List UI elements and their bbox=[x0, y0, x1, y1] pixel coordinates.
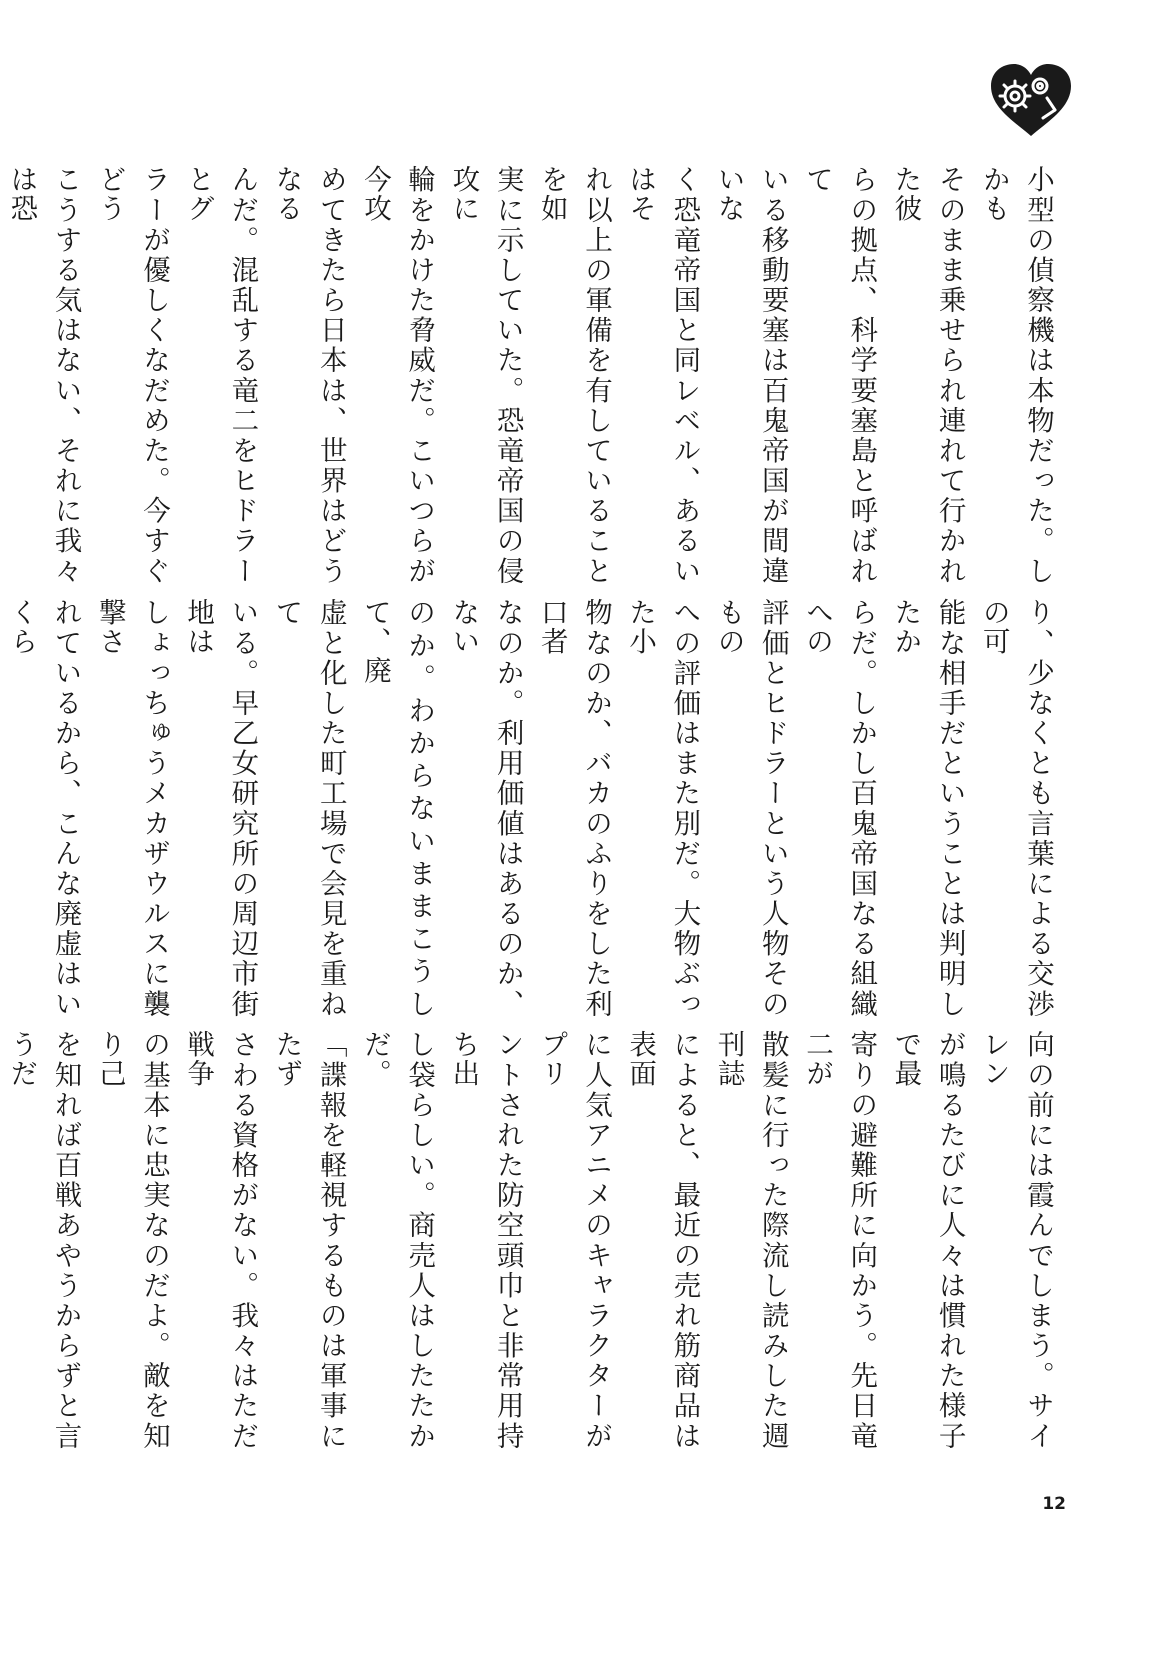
text-line: ントされた防空頭巾と非常用持ち出 bbox=[447, 1030, 524, 1450]
heart-gear-emblem-icon bbox=[985, 60, 1077, 140]
text-line: れているから、こんな廃虚はいくら bbox=[5, 598, 82, 1018]
page-number: 12 bbox=[1042, 1494, 1066, 1514]
text-line: なのか。利用価値はあるのか、ない bbox=[447, 598, 524, 1018]
text-line: 実に示していた。恐竜帝国の侵攻に bbox=[447, 165, 524, 585]
text-line: のか。わからないままこうして、廃 bbox=[358, 598, 436, 1018]
text-line: んだ。混乱する竜二をヒドラーとグ bbox=[182, 165, 259, 585]
text-line: の基本に忠実なのだよ。敵を知り己 bbox=[93, 1030, 170, 1450]
text-line: ラーが優しくなだめた。今すぐどう bbox=[93, 165, 170, 585]
text-line: らだ。しかし百鬼帝国なる組織への bbox=[800, 598, 878, 1018]
text-line: 寄りの避難所に向かう。先日竜二が bbox=[800, 1030, 878, 1450]
text-line: さわる資格がない。我々はただ戦争 bbox=[182, 1030, 259, 1450]
text-line: 輪をかけた脅威だ。こいつらが今攻 bbox=[358, 165, 436, 585]
text-line: 小型の偵察機は本物だった。しかも bbox=[977, 165, 1054, 585]
text-line: 評価とヒドラーという人物そのもの bbox=[712, 598, 789, 1018]
text-line: そのまま乗せられ連れて行かれた彼 bbox=[889, 165, 966, 585]
text-line: が鳴るたびに人々は慣れた様子で最 bbox=[889, 1030, 966, 1450]
text-line: 虚と化した町工場で会見を重ねて bbox=[270, 598, 347, 1018]
text-line: り、少なくとも言葉による交渉の可 bbox=[977, 598, 1054, 1018]
text-line: 物なのか、バカのふりをした利口者 bbox=[535, 598, 612, 1018]
text-line: 向の前には霞んでしまう。サイレン bbox=[977, 1030, 1054, 1450]
text-line: を知れば百戦あやうからずと言うだ bbox=[5, 1030, 82, 1450]
text-line: によると、最近の売れ筋商品は表面 bbox=[624, 1030, 701, 1450]
text-line: し袋らしい。商売人はしたたかだ。 bbox=[358, 1030, 436, 1450]
text-line: こうする気はない、それに我々は恐 bbox=[5, 165, 82, 585]
text-line: く恐竜帝国と同レベル、あるいはそ bbox=[624, 165, 701, 585]
text-line: らの拠点、科学要塞島と呼ばれて bbox=[800, 165, 878, 585]
text-line: に人気アニメのキャラクターがプリ bbox=[535, 1030, 612, 1450]
text-line: いる。早乙女研究所の周辺市街地は bbox=[182, 598, 259, 1018]
text-line: しょっちゅうメカザウルスに襲撃さ bbox=[93, 598, 170, 1018]
text-tier-1 bbox=[5, 165, 1060, 585]
text-line: への評価はまた別だ。大物ぶった小 bbox=[624, 598, 701, 1018]
text-tier-3 bbox=[5, 1030, 1060, 1450]
text-line: れ以上の軍備を有していることを如 bbox=[535, 165, 612, 585]
text-line: いる移動要塞は百鬼帝国が間違いな bbox=[712, 165, 789, 585]
text-line: 散髪に行った際流し読みした週刊誌 bbox=[712, 1030, 789, 1450]
text-line: 能な相手だということは判明したか bbox=[889, 598, 966, 1018]
text-line: 「諜報を軽視するものは軍事にたず bbox=[270, 1030, 347, 1450]
text-tier-2 bbox=[5, 598, 1060, 1018]
text-line: めてきたら日本は、世界はどうなる bbox=[270, 165, 347, 585]
